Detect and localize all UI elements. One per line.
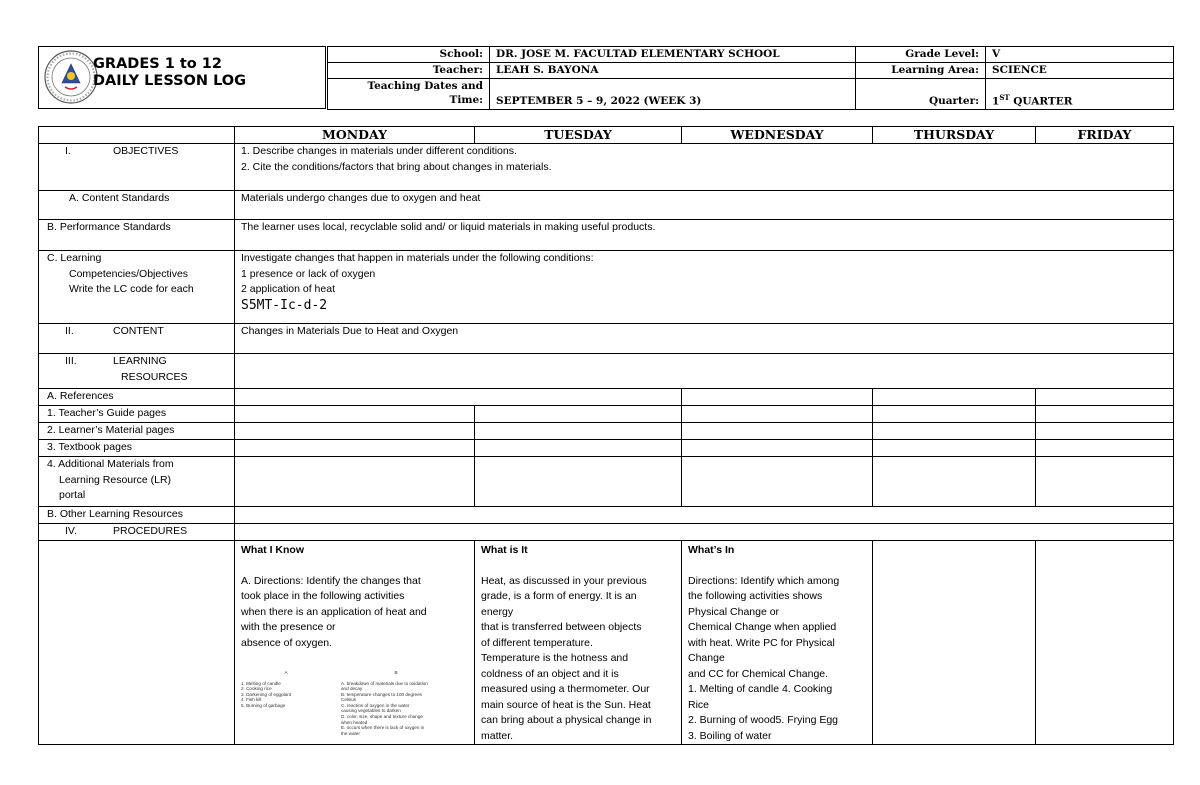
- wednesday-cell: [682, 440, 873, 457]
- text-line: Physical Change or: [688, 605, 780, 618]
- matching-item: 2. Cooking rice: [241, 686, 272, 692]
- text-line: Chemical Change when applied: [688, 621, 837, 633]
- title-line-1: GRADES 1 to 12: [93, 56, 222, 72]
- textbook-row: [39, 440, 1174, 457]
- objectives-label: [39, 144, 235, 191]
- references-label: A. References: [39, 389, 235, 406]
- thursday-cell: [873, 457, 1036, 507]
- wednesday-cell: [682, 389, 873, 406]
- objective-item: 1. Describe changes in materials under different conditions.: [241, 145, 517, 157]
- matching-item: B. temperature changes to 100 degrees: [341, 691, 422, 697]
- matching-item: and decay: [341, 686, 363, 692]
- day-header: MONDAY: [235, 127, 475, 144]
- area-label: Learning Area:: [856, 63, 986, 79]
- tuesday-cell: [475, 457, 682, 507]
- text-line: absence of oxygen.: [241, 636, 333, 649]
- matching-activity-image: [241, 665, 468, 736]
- text-line: matter.: [481, 729, 514, 742]
- quarter-label: Quarter:: [856, 79, 986, 110]
- matching-item: 3. Darkening of eggplant: [241, 691, 292, 697]
- wednesday-procedure: [682, 541, 873, 745]
- matching-item: D. color, size, shape and texture change: [341, 714, 423, 720]
- text-line: coldness of an object and it is: [481, 667, 619, 680]
- performance-standards-value: The learner uses local, recyclable solid and/ or liquid materials in making useful products.: [235, 220, 1174, 251]
- monday-cell: [235, 440, 475, 457]
- teachers-guide-label: 1. Teacher’s Guide pages: [39, 406, 235, 423]
- other-resources-row: [39, 507, 1174, 524]
- school-label: School:: [328, 47, 490, 63]
- text-line: 2. Burning of wood5. Frying Egg: [688, 714, 839, 726]
- thursday-cell: [873, 440, 1036, 457]
- text-line: can bring about a physical change in: [481, 714, 652, 726]
- day-header: WEDNESDAY: [682, 127, 873, 144]
- matching-item: A. breakdown of materials due to oxidation: [341, 680, 428, 686]
- dates-value: SEPTEMBER 5 – 9, 2022 (WEEK 3): [490, 79, 856, 110]
- matching-item: Celsius: [341, 697, 357, 703]
- add-mat-line: Learning Resource (LR): [59, 473, 172, 486]
- text-line: Rice: [688, 698, 710, 711]
- procedures-text: PROCEDURES: [113, 525, 188, 537]
- dates-row: [328, 79, 1174, 110]
- matching-item: the water: [341, 730, 360, 736]
- matching-item: causing vegetables to darken: [341, 708, 401, 714]
- text-line: measured using a thermometer. Our: [481, 683, 650, 695]
- whats-in-heading: What’s In: [688, 544, 735, 556]
- header-info-table: [327, 46, 1174, 110]
- wednesday-cell: [682, 423, 873, 440]
- other-resources-value: [235, 507, 1174, 524]
- text-line: 3. Boiling of water: [688, 729, 772, 742]
- text-line: Change: [688, 652, 725, 664]
- add-mat-line: portal: [59, 489, 86, 501]
- additional-materials-row: [39, 457, 1174, 507]
- matching-item: 1. Melting of candle: [241, 680, 281, 686]
- matching-column-b: [341, 665, 451, 736]
- objectives-content: [235, 144, 1174, 191]
- competencies-content: [235, 251, 1174, 324]
- procedure-detail-row: [39, 541, 1174, 745]
- friday-cell: [1036, 423, 1174, 440]
- teacher-value: LEAH S. BAYONA: [490, 63, 856, 79]
- day-header: FRIDAY: [1036, 127, 1174, 144]
- school-row: [328, 47, 1174, 63]
- text-line: A. Directions: Identify the changes that: [241, 574, 421, 587]
- text-line: of different temperature.: [481, 636, 593, 649]
- tuesday-cell: [475, 423, 682, 440]
- matching-item: C. reaction of oxygen in the water: [341, 702, 410, 708]
- resources-num: III.: [65, 355, 77, 367]
- quarter-num: 1: [992, 95, 1000, 107]
- procedures-label: [39, 524, 235, 541]
- add-mat-line: 4. Additional Materials from: [47, 458, 174, 470]
- lc-line: Investigate changes that happen in materials under the following conditions:: [241, 252, 594, 264]
- procedure-label-cell: [39, 541, 235, 745]
- learning-resources-label: [39, 354, 235, 389]
- text-line: that is transferred between objects: [481, 621, 642, 633]
- title-line-2: DAILY LESSON LOG: [93, 73, 247, 89]
- other-resources-label: B. Other Learning Resources: [39, 507, 235, 524]
- objectives-num: I.: [65, 145, 71, 157]
- text-line: with the presence or: [241, 621, 336, 633]
- objective-item: 2. Cite the conditions/factors that bring about changes in materials.: [241, 160, 552, 173]
- friday-cell: [1036, 440, 1174, 457]
- text-line: took place in the following activities: [241, 590, 405, 602]
- content-value: Changes in Materials Due to Heat and Oxygen: [235, 324, 1174, 354]
- monday-cell: [235, 389, 682, 406]
- matching-item: E. occurs when there is lack of oxygen in: [341, 725, 425, 731]
- procedures-value: [235, 524, 1174, 541]
- content-standards-label: A. Content Standards: [39, 191, 235, 220]
- references-row: [39, 389, 1174, 406]
- text-line: energy: [481, 605, 514, 618]
- lc-line: 2 application of heat: [241, 283, 335, 295]
- dates-label-1: Teaching Dates and: [367, 80, 483, 92]
- resources-line-1: LEARNING: [113, 355, 167, 367]
- document-title: [93, 56, 246, 90]
- resources-line-2: RESOURCES: [121, 370, 188, 383]
- performance-standards-label: B. Performance Standards: [39, 220, 235, 251]
- additional-materials-label: [39, 457, 235, 507]
- corner-cell: [39, 127, 235, 144]
- grade-value: V: [986, 47, 1174, 63]
- matching-item: when heated: [341, 719, 368, 725]
- wednesday-cell: [682, 406, 873, 423]
- content-text: CONTENT: [113, 325, 164, 337]
- lc-label-line: Competencies/Objectives: [69, 267, 189, 280]
- friday-cell: [1036, 389, 1174, 406]
- text-line: and CC for Chemical Change.: [688, 667, 829, 680]
- quarter-value: [986, 79, 1174, 110]
- lc-line: 1 presence or lack of oxygen: [241, 267, 376, 280]
- thursday-cell: [873, 389, 1036, 406]
- monday-procedure: [235, 541, 475, 745]
- thursday-cell: [873, 406, 1036, 423]
- school-value: DR. JOSE M. FACULTAD ELEMENTARY SCHOOL: [490, 47, 856, 63]
- text-line: Temperature is the hotness and: [481, 652, 629, 664]
- friday-procedure: [1036, 541, 1174, 745]
- content-num: II.: [65, 325, 74, 337]
- tuesday-cell: [475, 440, 682, 457]
- competencies-label: [39, 251, 235, 324]
- learners-material-label: 2. Learner’s Material pages: [39, 423, 235, 440]
- text-line: Heat, as discussed in your previous: [481, 574, 647, 587]
- performance-standards-row: [39, 220, 1174, 251]
- procedures-num: IV.: [65, 525, 77, 537]
- content-row: [39, 324, 1174, 354]
- what-is-it-heading: What is It: [481, 544, 528, 556]
- learning-resources-value: [235, 354, 1174, 389]
- content-standards-row: [39, 191, 1174, 220]
- friday-cell: [1036, 406, 1174, 423]
- monday-cell: [235, 423, 475, 440]
- teachers-guide-row: [39, 406, 1174, 423]
- dates-label-2: Time:: [449, 94, 483, 106]
- thursday-cell: [873, 423, 1036, 440]
- column-a-header: A: [284, 670, 288, 675]
- text-line: when there is an application of heat and: [241, 605, 427, 618]
- objectives-text: OBJECTIVES: [113, 145, 179, 157]
- day-header: THURSDAY: [873, 127, 1036, 144]
- monday-cell: [235, 406, 475, 423]
- objectives-row: [39, 144, 1174, 191]
- lc-label-line: C. Learning: [47, 252, 102, 264]
- learning-resources-row: [39, 354, 1174, 389]
- monday-cell: [235, 457, 475, 507]
- grade-label: Grade Level:: [856, 47, 986, 63]
- competencies-row: [39, 251, 1174, 324]
- text-line: the following activities shows: [688, 590, 823, 602]
- wednesday-cell: [682, 457, 873, 507]
- day-header-row: [39, 127, 1174, 144]
- area-value: SCIENCE: [986, 63, 1174, 79]
- content-label: [39, 324, 235, 354]
- quarter-sup: ST: [999, 92, 1010, 102]
- quarter-rest: QUARTER: [1009, 95, 1073, 107]
- friday-cell: [1036, 457, 1174, 507]
- day-header: TUESDAY: [475, 127, 682, 144]
- textbook-label: 3. Textbook pages: [39, 440, 235, 457]
- deped-seal-icon: [43, 49, 99, 105]
- matching-item: 4. Fish kill: [241, 697, 262, 703]
- text-line: 1. Melting of candle 4. Cooking: [688, 683, 833, 695]
- tuesday-procedure: [475, 541, 682, 745]
- what-i-know-heading: What I Know: [241, 544, 304, 556]
- text-line: Directions: Identify which among: [688, 574, 840, 587]
- learners-material-row: [39, 423, 1174, 440]
- matching-item: 5. Burning of garbage: [241, 702, 286, 708]
- text-line: main source of heat is the Sun. Heat: [481, 698, 651, 711]
- teacher-row: [328, 63, 1174, 79]
- column-b-header: B: [394, 670, 398, 675]
- tuesday-cell: [475, 406, 682, 423]
- lesson-log-table: [38, 126, 1174, 745]
- text-line: with heat. Write PC for Physical: [688, 636, 835, 649]
- teacher-label: Teacher:: [328, 63, 490, 79]
- dates-label: [328, 79, 490, 110]
- text-line: grade, is a form of energy. It is an: [481, 590, 637, 602]
- content-standards-value: Materials undergo changes due to oxygen and heat: [235, 191, 1174, 220]
- procedures-row: [39, 524, 1174, 541]
- lc-label-line: Write the LC code for each: [69, 283, 194, 295]
- what-i-know-text: [241, 574, 468, 652]
- matching-column-a: [241, 665, 331, 736]
- thursday-procedure: [873, 541, 1036, 745]
- lc-code: S5MT-Ic-d-2: [241, 297, 328, 313]
